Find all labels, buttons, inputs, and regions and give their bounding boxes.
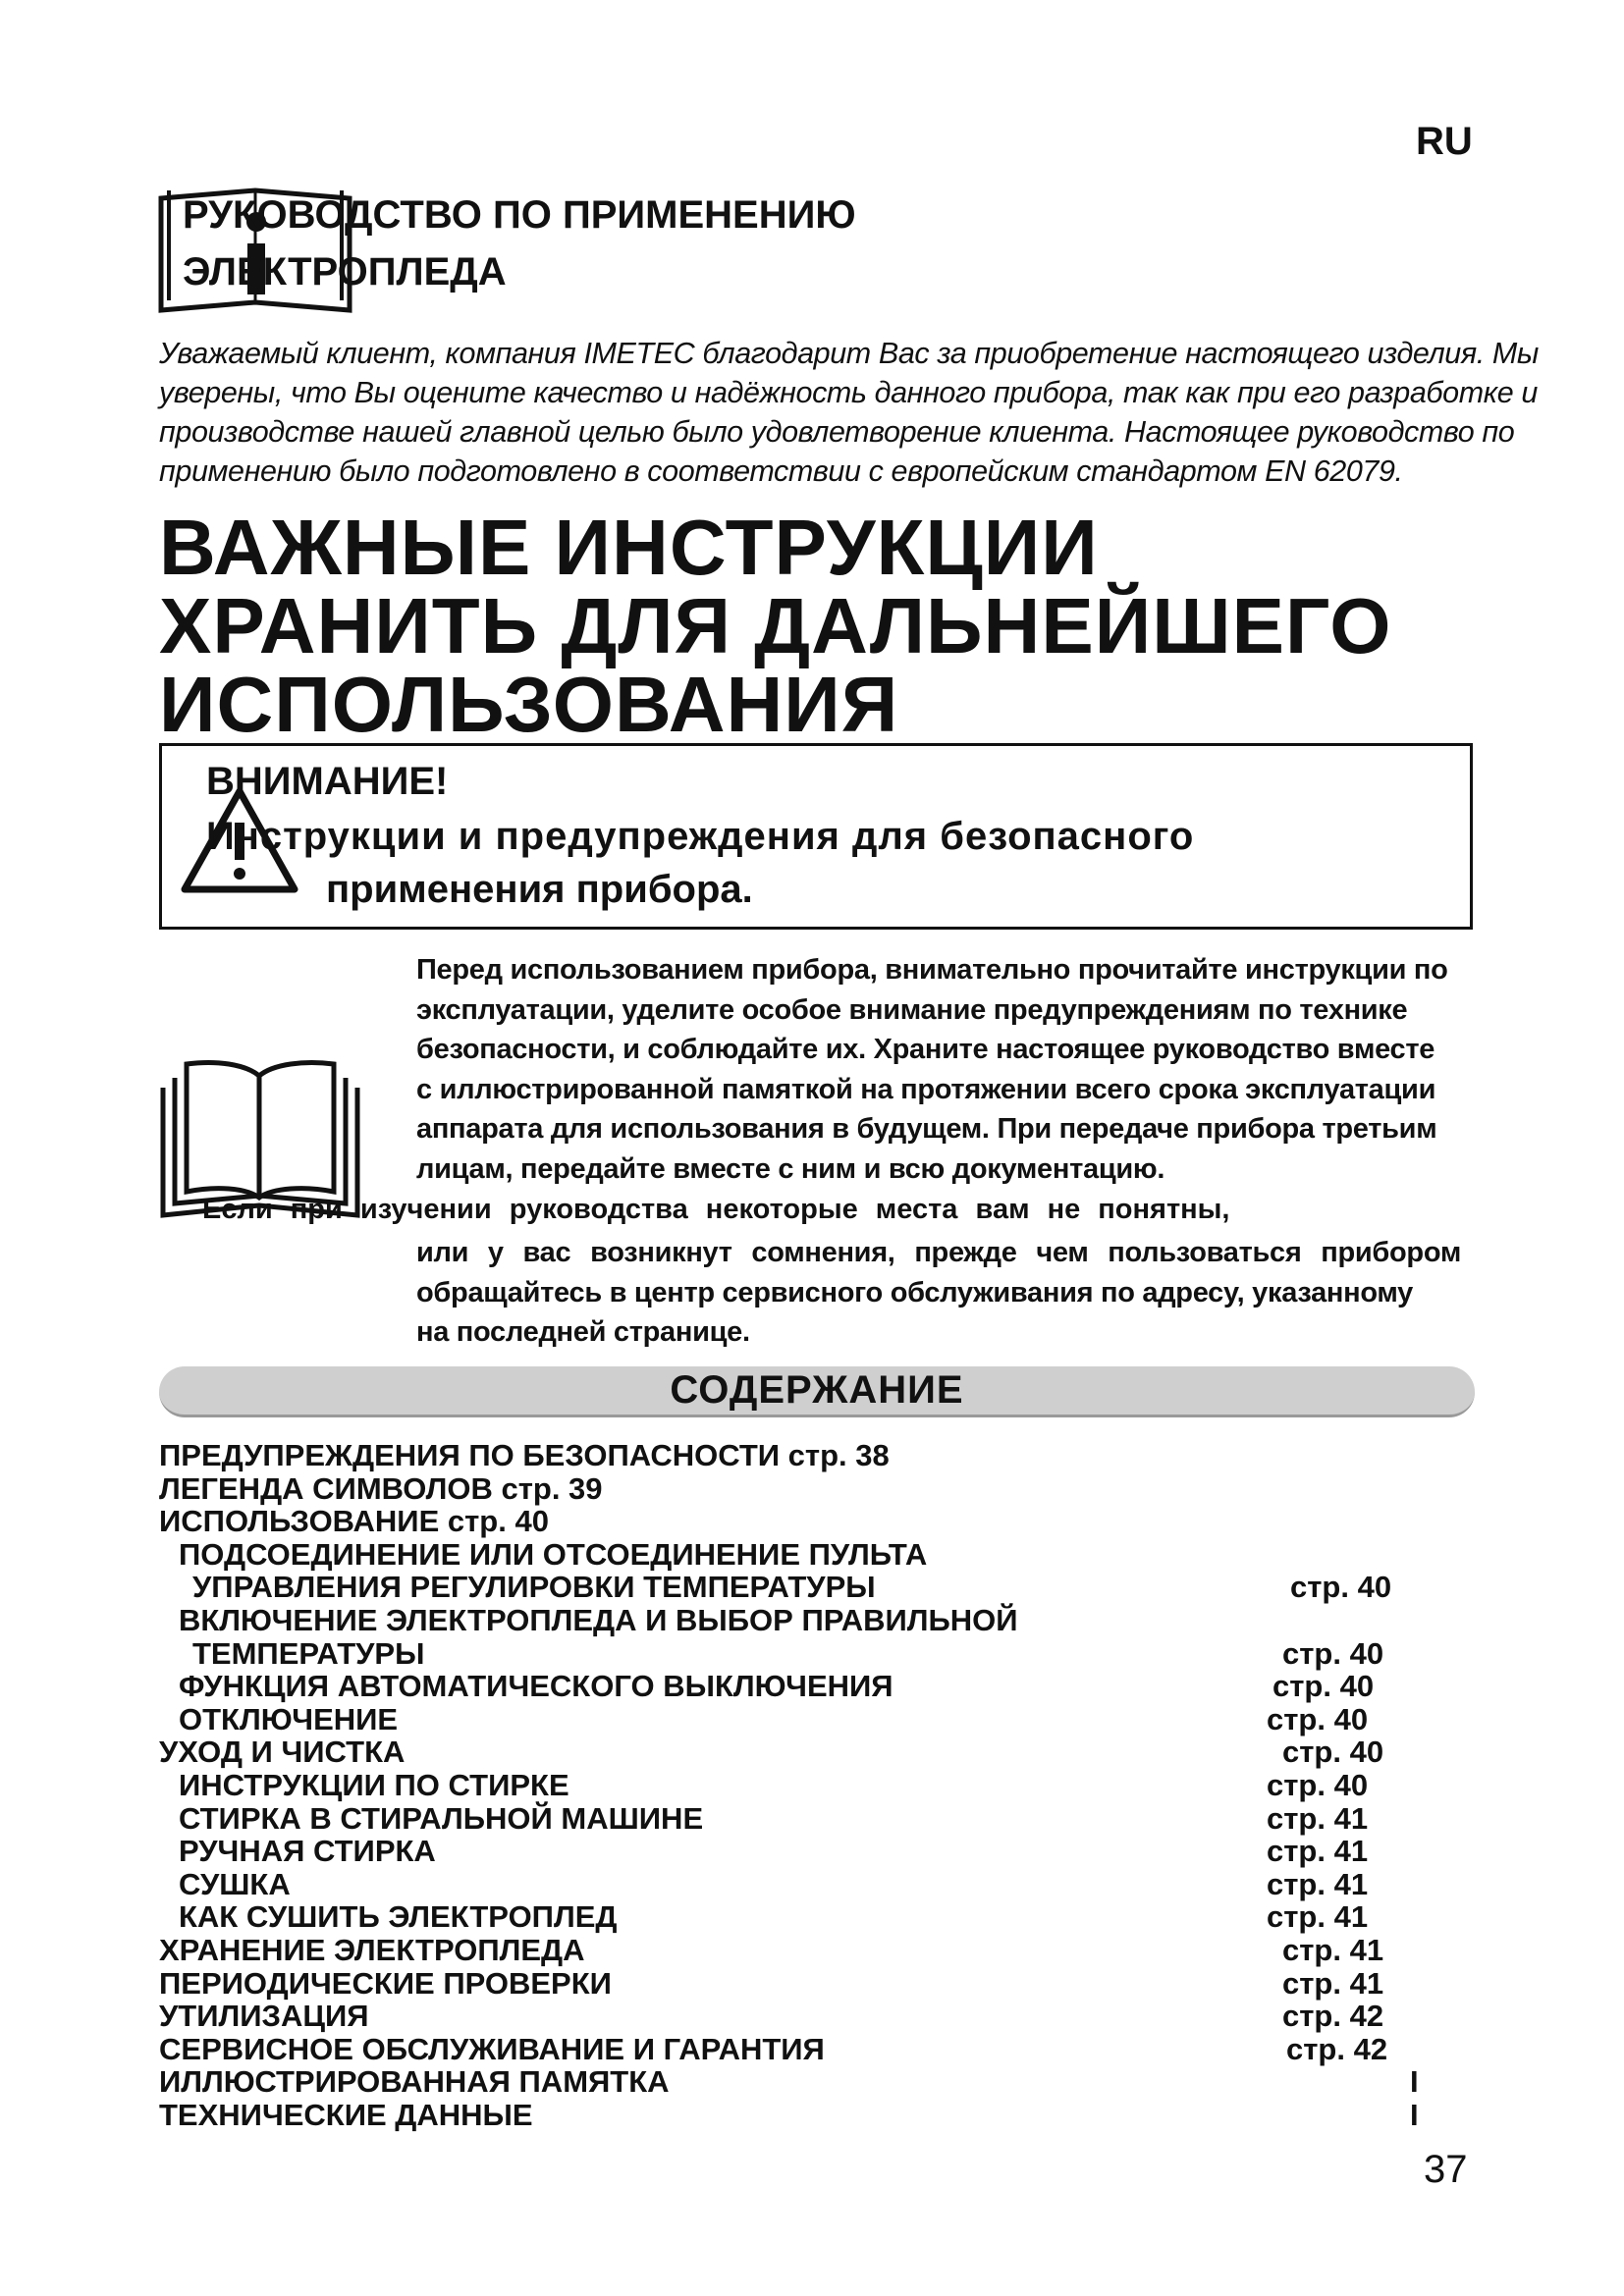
paragraph-line: Перед использованием прибора, внимательно прочитайте инструкции по: [416, 954, 1448, 986]
paragraph-line: с иллюстрированной памяткой на протяжении всего срока эксплуатации: [416, 1073, 1436, 1105]
toc-entry: СТИРКА В СТИРАЛЬНОЙ МАШИНЕ: [179, 1801, 704, 1836]
paragraph-line: или у вас возникнут сомнения, прежде чем пользоваться прибором: [416, 1237, 1462, 1268]
doubts-paragraph-first-line: Если при изучении руководства некоторые места вам не понятны,: [202, 1194, 1230, 1225]
toc-entry-page: стр. 40: [1290, 1570, 1392, 1604]
toc-entry-page: I: [1410, 2098, 1419, 2132]
toc-entry-page: стр. 41: [1267, 1801, 1369, 1836]
paragraph-line: на последней странице.: [416, 1316, 750, 1348]
toc-entry: ОТКЛЮЧЕНИЕ: [179, 1702, 399, 1736]
toc-entry: СУШКА: [179, 1867, 291, 1901]
page-number: 37: [1424, 2148, 1468, 2191]
title-line: ВАЖНЫЕ ИНСТРУКЦИИ: [159, 504, 1099, 591]
title-line: ХРАНИТЬ ДЛЯ ДАЛЬНЕЙШЕГО: [159, 582, 1392, 669]
toc-entry-page: стр. 40: [1267, 1702, 1369, 1736]
warning-line: применения прибора.: [326, 868, 753, 911]
paragraph-line: эксплуатации, уделите особое внимание предупреждениям по технике: [416, 993, 1408, 1026]
intro-line: применению было подготовлено в соответствии с европейским стандартом EN 62079.: [159, 454, 1403, 488]
intro-line: производстве нашей главной целью было удовлетворение клиента. Настоящее руководство по: [159, 415, 1515, 449]
toc-entry: ИНСТРУКЦИИ ПО СТИРКЕ: [179, 1768, 569, 1802]
toc-entry: ВКЛЮЧЕНИЕ ЭЛЕКТРОПЛЕДА И ВЫБОР ПРАВИЛЬНОЙ: [179, 1603, 1018, 1637]
doubts-paragraph: [416, 1233, 1461, 1353]
toc-entry-page: стр. 41: [1267, 1899, 1369, 1934]
toc-entry-page: стр. 41: [1282, 1933, 1384, 1967]
toc-entry-page: стр. 41: [1282, 1966, 1384, 2001]
warning-heading: ВНИМАНИЕ!: [206, 760, 449, 803]
toc-entry: УТИЛИЗАЦИЯ: [159, 1999, 369, 2033]
manual-title-line: РУКОВОДСТВО ПО ПРИМЕНЕНИЮ: [183, 193, 856, 237]
toc-entry: РУЧНАЯ СТИРКА: [179, 1834, 436, 1868]
toc-entry-page: стр. 42: [1286, 2032, 1388, 2066]
toc-entry-page: стр. 40: [1272, 1669, 1375, 1703]
toc-entry-page: стр. 42: [1282, 1999, 1384, 2033]
toc-entry-page: стр. 41: [1267, 1834, 1369, 1868]
important-instructions-title: [159, 504, 1392, 748]
intro-line: уверены, что Вы оцените качество и надёжность данного прибора, так как при его разработке и: [159, 376, 1538, 409]
toc-entry-page: I: [1410, 2064, 1419, 2099]
toc-entry: ФУНКЦИЯ АВТОМАТИЧЕСКОГО ВЫКЛЮЧЕНИЯ: [179, 1669, 893, 1703]
paragraph-line: аппарата для использования в будущем. При передаче прибора третьим: [416, 1113, 1437, 1145]
paragraph-line: безопасности, и соблюдайте их. Храните настоящее руководство вместе: [416, 1034, 1435, 1065]
toc-title: СОДЕРЖАНИЕ: [670, 1368, 964, 1412]
toc-entry: ПОДСОЕДИНЕНИЕ ИЛИ ОТСОЕДИНЕНИЕ ПУЛЬТА: [179, 1537, 928, 1572]
toc-entry: УПРАВЛЕНИЯ РЕГУЛИРОВКИ ТЕМПЕРАТУРЫ: [192, 1570, 876, 1604]
toc-entry: КАК СУШИТЬ ЭЛЕКТРОПЛЕД: [179, 1899, 618, 1934]
warning-line: Инструкции и предупреждения для безопасного: [206, 815, 1195, 858]
toc-entry-page: стр. 40: [1282, 1636, 1384, 1671]
intro-paragraph: [159, 334, 1539, 491]
toc-entry: ПРЕДУПРЕЖДЕНИЯ ПО БЕЗОПАСНОСТИ стр. 38: [159, 1438, 890, 1472]
intro-line: Уважаемый клиент, компания IMETEC благодарит Вас за приобретение настоящего изделия. Мы: [159, 337, 1539, 370]
toc-entry-page: стр. 40: [1267, 1768, 1369, 1802]
toc-entry: ХРАНЕНИЕ ЭЛЕКТРОПЛЕДА: [159, 1933, 585, 1967]
toc-entry-page: стр. 40: [1282, 1735, 1384, 1769]
paragraph-line: обращайтесь в центр сервисного обслуживания по адресу, указанному: [416, 1276, 1413, 1308]
toc-entry: ИЛЛЮСТРИРОВАННАЯ ПАМЯТКА: [159, 2064, 670, 2099]
toc-entry: ИСПОЛЬЗОВАНИЕ стр. 40: [159, 1504, 549, 1538]
toc-entry: ПЕРИОДИЧЕСКИЕ ПРОВЕРКИ: [159, 1966, 612, 2001]
read-instructions-paragraph: [416, 950, 1448, 1189]
paragraph-line: лицам, передайте вместе с ним и всю документацию.: [416, 1152, 1165, 1185]
toc-entry: ЛЕГЕНДА СИМВОЛОВ стр. 39: [159, 1471, 603, 1506]
manual-title-line: ЭЛЕКТРОПЛЕДА: [183, 250, 507, 294]
title-line: ИСПОЛЬЗОВАНИЯ: [159, 661, 899, 748]
language-code: RU: [1416, 120, 1473, 163]
toc-entry: УХОД И ЧИСТКА: [159, 1735, 406, 1769]
manual-title: [183, 187, 856, 300]
toc-entry: СЕРВИСНОЕ ОБСЛУЖИВАНИЕ И ГАРАНТИЯ: [159, 2032, 825, 2066]
toc-entry: ТЕМПЕРАТУРЫ: [192, 1636, 425, 1671]
toc-entry-page: стр. 41: [1267, 1867, 1369, 1901]
toc-entry: ТЕХНИЧЕСКИЕ ДАННЫЕ: [159, 2098, 533, 2132]
